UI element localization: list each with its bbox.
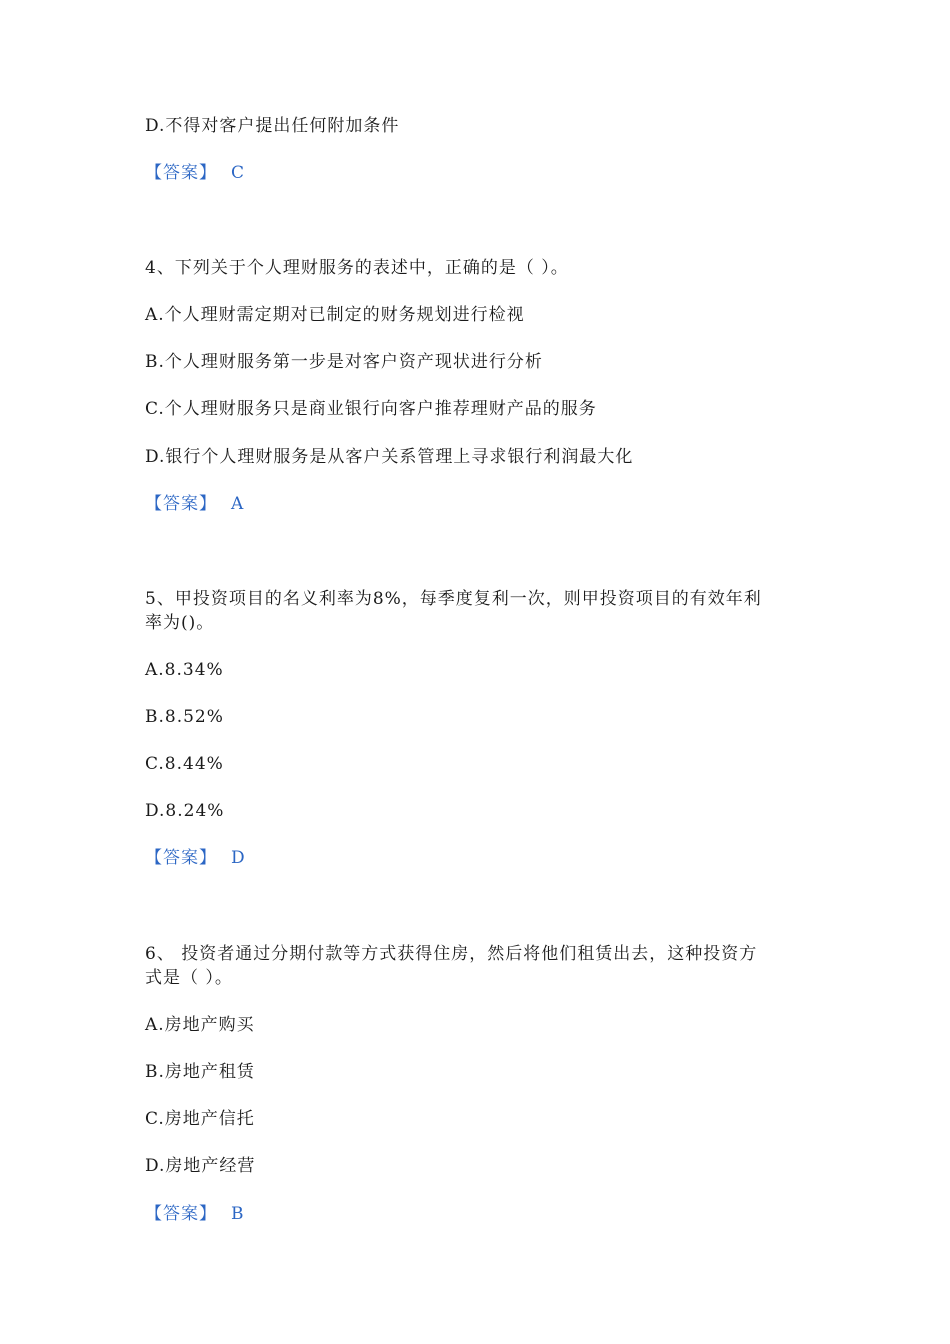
option-a: A.个人理财需定期对已制定的财务规划进行检视	[145, 305, 525, 325]
answer-row	[145, 847, 246, 869]
question-5-stem-line2: 率为()。	[145, 613, 215, 633]
answer-label: 【答案】	[145, 1204, 217, 1224]
question-6-stem-line2: 式是（ ）。	[145, 968, 233, 988]
question-6-stem-line1: 6、 投资者通过分期付款等方式获得住房，然后将他们租赁出去，这种投资方	[145, 944, 758, 964]
answer-value: C	[231, 163, 246, 183]
answer-row	[145, 162, 245, 184]
answer-label: 【答案】	[145, 848, 217, 868]
question-4-stem: 4、下列关于个人理财服务的表述中，正确的是（ ）。	[145, 258, 569, 278]
answer-row	[145, 493, 244, 515]
option-c: C.8.44%	[145, 754, 224, 774]
option-a: A.8.34%	[145, 660, 224, 680]
option-b: B.个人理财服务第一步是对客户资产现状进行分析	[145, 352, 543, 372]
answer-row	[145, 1203, 245, 1225]
answer-value: A	[231, 494, 245, 514]
option-d: D.8.24%	[145, 801, 225, 821]
option-d: D.不得对客户提出任何附加条件	[145, 116, 400, 136]
question-5-stem-line1: 5、甲投资项目的名义利率为8%，每季度复利一次，则甲投资项目的有效年利	[145, 589, 762, 609]
answer-label: 【答案】	[145, 163, 217, 183]
answer-value: B	[231, 1204, 245, 1224]
option-c: C.个人理财服务只是商业银行向客户推荐理财产品的服务	[145, 399, 597, 419]
answer-label: 【答案】	[145, 494, 217, 514]
option-b: B.8.52%	[145, 707, 224, 727]
option-c: C.房地产信托	[145, 1109, 255, 1129]
option-a: A.房地产购买	[145, 1015, 255, 1035]
option-d: D.银行个人理财服务是从客户关系管理上寻求银行利润最大化	[145, 447, 634, 467]
option-b: B.房地产租赁	[145, 1062, 255, 1082]
answer-value: D	[231, 848, 246, 868]
option-d: D.房地产经营	[145, 1156, 256, 1176]
